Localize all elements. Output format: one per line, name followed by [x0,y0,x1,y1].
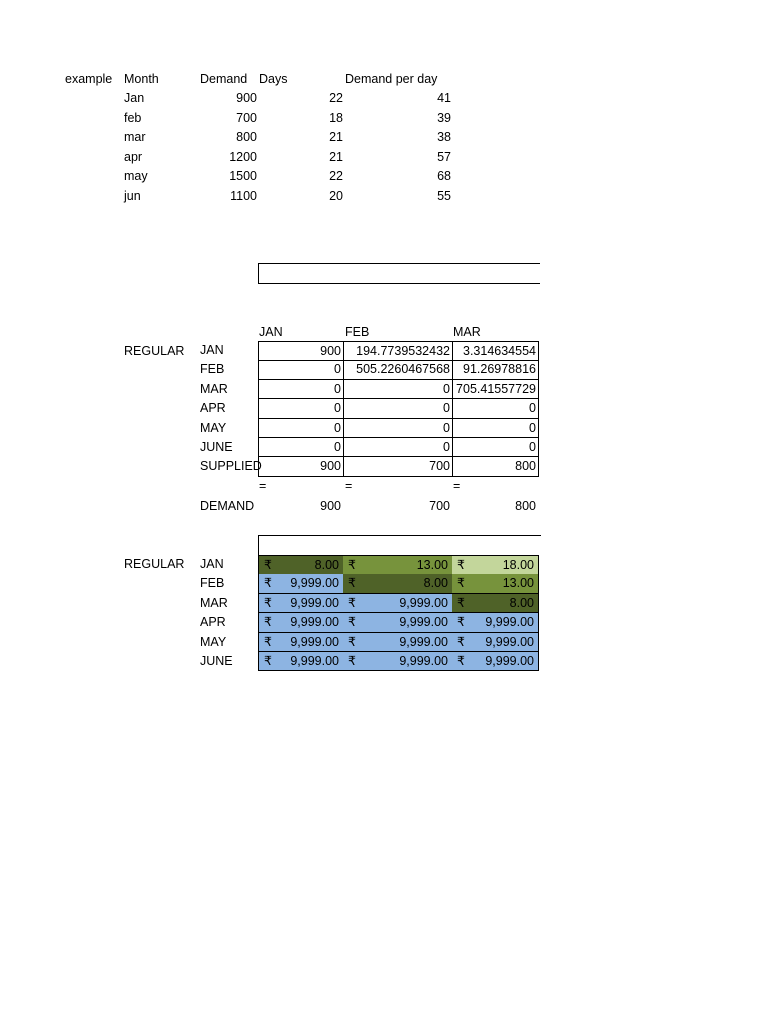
alloc-row-label: MAR [200,381,228,396]
cost-cell [452,574,539,593]
rupee-icon: ₹ [457,595,465,610]
cost-value: 9,999.00 [399,634,448,649]
cost-value: 8.00 [314,558,339,572]
example-per-day: 57 [437,149,451,164]
rupee-icon: ₹ [348,615,356,630]
example-per-day: 68 [437,169,451,183]
alloc-cell: 0 [452,399,539,418]
cost-value: 9,999.00 [399,654,448,668]
example-month: apr [124,149,143,164]
cost-value: 9,999.00 [290,654,339,668]
example-month: jun [124,188,141,203]
alloc-cell: 800 [452,457,539,476]
cost-value: 13.00 [502,576,534,591]
alloc-row-label: MAY [200,420,227,435]
header-days: Days [259,72,288,86]
cost-cell [343,613,453,632]
alloc-cell: 0 [258,360,344,379]
alloc-cell: 505.2260467568 [343,360,453,379]
cost-cell [258,633,344,652]
rupee-icon: ₹ [457,558,465,572]
example-demand: 900 [236,91,257,105]
alloc-cell: 0 [258,380,344,399]
example-demand: 1200 [229,149,257,164]
example-month: may [124,169,148,183]
cost-value: 9,999.00 [485,615,534,630]
cost-cell [343,574,453,593]
example-demand: 700 [236,110,257,125]
rupee-icon: ₹ [457,654,465,668]
cost-cell [258,574,344,593]
cost-cell [452,633,539,652]
cost-value: 18.00 [502,558,534,572]
example-days: 22 [329,169,343,183]
alloc-cell: 0 [343,419,453,438]
equals-sign: = [453,479,461,493]
header-month: Month [124,72,159,86]
cost-cell [258,652,344,671]
cost-cell [452,652,539,671]
alloc-cell: 0 [258,438,344,457]
header-demand-per-day: Demand per day [345,72,438,86]
rupee-icon: ₹ [348,634,356,649]
alloc-cell: 0 [258,419,344,438]
demand-value: 800 [515,499,536,513]
alloc-col-mar: MAR [453,325,481,339]
alloc-col-feb: FEB [345,325,370,339]
example-month: mar [124,130,146,144]
alloc-row-label: FEB [200,362,225,377]
header-demand: Demand [200,72,248,86]
cost-row-label: MAY [200,634,227,649]
cost-title-box [258,535,541,556]
example-per-day: 41 [437,91,451,105]
alloc-cell: 0 [343,380,453,399]
demand-label: DEMAND [200,499,255,513]
alloc-col-jan: JAN [259,325,283,339]
example-days: 21 [329,149,343,164]
equals-sign: = [259,479,267,493]
example-days: 22 [329,91,343,105]
cost-cell [343,633,453,652]
rupee-icon: ₹ [348,576,356,591]
rupee-icon: ₹ [457,634,465,649]
alloc-cell: 900 [258,457,344,476]
example-label: example [65,72,113,86]
demand-value: 700 [429,499,450,513]
cost-cell [258,594,344,613]
equals-sign: = [345,479,353,493]
cost-value: 9,999.00 [290,595,339,610]
alloc-cell: 91.26978816 [452,360,539,379]
alloc-section-label: REGULAR [124,344,185,358]
cost-value: 9,999.00 [485,654,534,668]
alloc-cell: 900 [258,341,344,361]
cost-row-label: MAR [200,595,228,610]
example-per-day: 55 [437,188,451,203]
alloc-cell: 3.314634554 [452,341,539,361]
rupee-icon: ₹ [264,654,272,668]
cost-value: 8.00 [423,576,448,591]
cost-value: 9,999.00 [290,634,339,649]
rupee-icon: ₹ [264,615,272,630]
rupee-icon: ₹ [264,576,272,591]
alloc-row-label: APR [200,401,226,416]
cost-value: 9,999.00 [290,576,339,591]
example-month: Jan [124,91,145,105]
example-demand: 1100 [230,188,257,203]
cost-cell [343,555,453,575]
rupee-icon: ₹ [457,576,465,591]
alloc-cell: 705.41557729 [452,380,539,399]
cost-value: 13.00 [416,558,448,572]
alloc-cell: 194.7739532432 [343,341,453,361]
allocation-title-box [258,263,540,284]
cost-value: 9,999.00 [399,615,448,630]
rupee-icon: ₹ [264,595,272,610]
cost-value: 8.00 [509,595,534,610]
cost-row-label: JAN [200,557,224,571]
alloc-cell: 0 [452,419,539,438]
example-days: 21 [329,130,343,144]
cost-section-label: REGULAR [124,557,185,571]
cost-cell [258,613,344,632]
cost-value: 9,999.00 [485,634,534,649]
cost-row-label: FEB [200,576,225,591]
example-demand: 1500 [229,169,257,183]
cost-cell [452,555,539,575]
example-demand: 800 [236,130,257,144]
example-per-day: 39 [437,110,451,125]
demand-value: 900 [320,499,341,513]
alloc-cell: 0 [343,438,453,457]
rupee-icon: ₹ [348,595,356,610]
example-per-day: 38 [437,130,451,144]
rupee-icon: ₹ [264,558,272,572]
alloc-cell: 0 [258,399,344,418]
cost-cell [452,613,539,632]
cost-cell [452,594,539,613]
cost-row-label: APR [200,615,226,630]
cost-row-label: JUNE [200,654,233,668]
example-days: 18 [329,110,343,125]
alloc-cell: 0 [452,438,539,457]
cost-cell [258,555,344,575]
cost-value: 9,999.00 [290,615,339,630]
rupee-icon: ₹ [264,634,272,649]
example-days: 20 [329,188,343,203]
alloc-cell: 0 [343,399,453,418]
rupee-icon: ₹ [348,654,356,668]
alloc-row-label: JUNE [200,440,233,454]
alloc-cell: 700 [343,457,453,476]
rupee-icon: ₹ [457,615,465,630]
cost-value: 9,999.00 [399,595,448,610]
cost-cell [343,594,453,613]
rupee-icon: ₹ [348,558,356,572]
example-month: feb [124,110,142,125]
cost-cell [343,652,453,671]
alloc-row-label: SUPPLIED [200,459,262,474]
alloc-row-label: JAN [200,343,224,357]
